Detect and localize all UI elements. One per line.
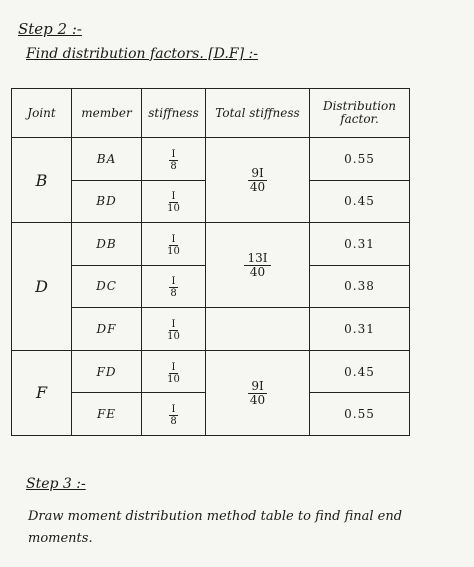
member-cell: DC (72, 265, 142, 308)
header-distribution-factor: Distribution factor. (310, 89, 410, 138)
stiffness-denominator: 10 (167, 245, 180, 257)
joint-cell: D (12, 223, 72, 351)
distribution-factor-table (11, 88, 410, 436)
df-cell: 0.38 (310, 265, 410, 308)
stiffness-numerator: I (169, 191, 179, 203)
header-total-stiffness: Total stiffness (206, 89, 310, 138)
step3-description: Draw moment distribution method table to find final end moments. (28, 509, 403, 546)
member-cell: FD (72, 350, 142, 393)
stiffness-cell (142, 265, 206, 308)
stiffness-denominator: 10 (167, 331, 180, 343)
stiffness-denominator: 8 (170, 288, 177, 300)
stiffness-denominator: 10 (167, 373, 180, 385)
header-joint: Joint (12, 89, 72, 138)
stiffness-denominator: 8 (170, 160, 177, 172)
total-stiffness-empty-cell (206, 308, 310, 351)
table-row (12, 138, 410, 181)
stiffness-numerator: I (169, 319, 179, 331)
stiffness-cell (142, 350, 206, 393)
total-stiffness-cell (206, 223, 310, 308)
joint-cell: B (12, 138, 72, 223)
stiffness-numerator: I (169, 276, 179, 288)
table-row (12, 308, 410, 351)
total-denominator: 40 (249, 392, 266, 407)
stiffness-cell (142, 308, 206, 351)
member-cell: DB (72, 223, 142, 266)
stiffness-cell (142, 393, 206, 436)
stiffness-denominator: 10 (167, 203, 180, 215)
member-cell: BA (72, 138, 142, 181)
total-stiffness-cell (206, 350, 310, 435)
df-cell: 0.55 (310, 138, 410, 181)
stiffness-denominator: 8 (170, 416, 177, 428)
total-denominator: 40 (249, 180, 266, 195)
step2-description (26, 46, 258, 62)
table-header-row (12, 89, 410, 138)
df-cell: 0.31 (310, 223, 410, 266)
member-cell: FE (72, 393, 142, 436)
stiffness-cell (142, 138, 206, 181)
stiffness-numerator: I (169, 404, 179, 416)
step3-heading: Step 3 :- (26, 476, 86, 492)
header-stiffness: stiffness (142, 89, 206, 138)
df-cell: 0.45 (310, 180, 410, 223)
total-numerator: 9I (248, 380, 266, 394)
step2-heading: Step 2 :- (18, 20, 82, 38)
df-cell: 0.55 (310, 393, 410, 436)
total-stiffness-cell (206, 138, 310, 223)
df-cell: 0.31 (310, 308, 410, 351)
step2-description-text: Find distribution factors. [D.F] :- (26, 46, 258, 62)
joint-cell: F (12, 350, 72, 435)
stiffness-cell (142, 223, 206, 266)
total-numerator: 13I (244, 252, 270, 266)
df-cell: 0.45 (310, 350, 410, 393)
member-cell: DF (72, 308, 142, 351)
table-row (12, 350, 410, 393)
total-numerator: 9I (248, 167, 266, 181)
table-row (12, 223, 410, 266)
stiffness-numerator: I (169, 149, 179, 161)
member-cell: BD (72, 180, 142, 223)
stiffness-numerator: I (169, 362, 179, 374)
stiffness-cell (142, 180, 206, 223)
stiffness-numerator: I (169, 234, 179, 246)
header-member: member (72, 89, 142, 138)
total-denominator: 40 (249, 265, 266, 280)
